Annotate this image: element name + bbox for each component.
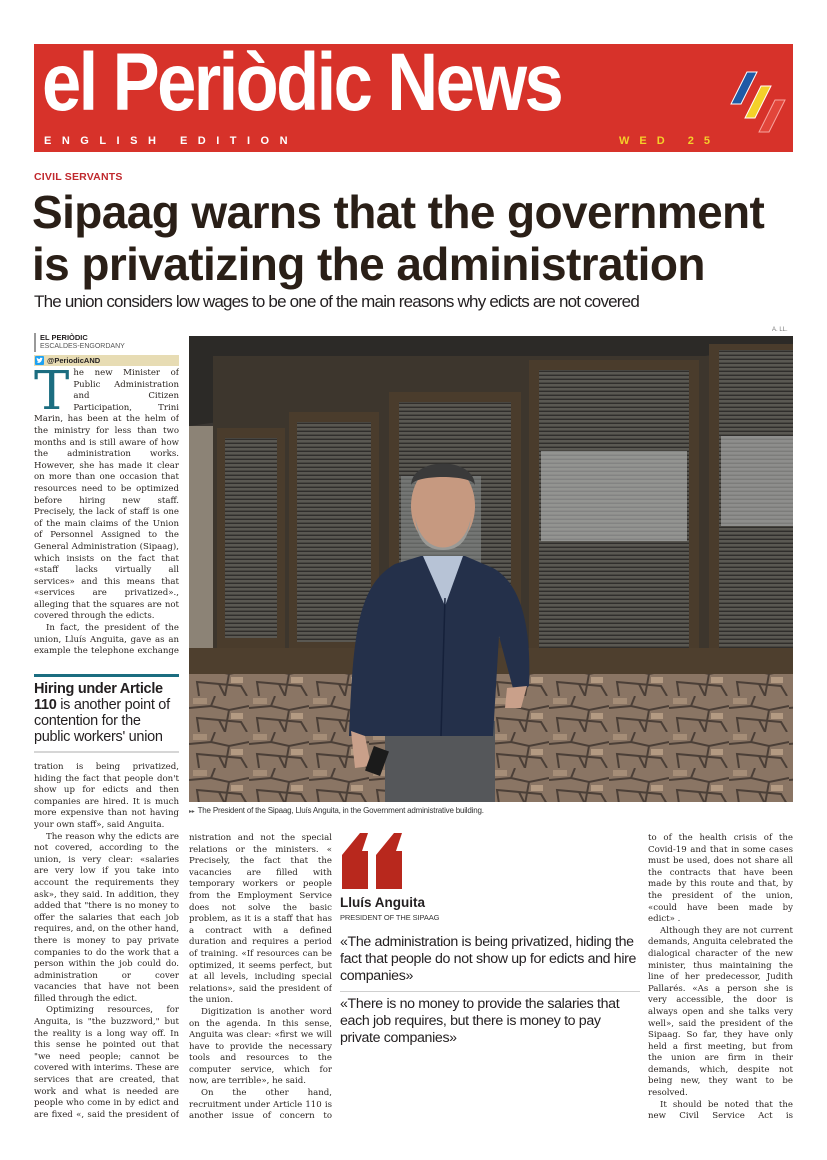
body-paragraph: nistration and not the special relations or the ministers. « Precisely, the fact that the vacancies are filled with temporary workers or people from the Employment Service does not solve the basic problem, as it is a staff that has a contract with a defined duration and requires a period of training. «If resources can be optimized, it seems perfect, but at all levels, including special relations», said the president of the union. xyxy=(189,833,332,1006)
byline-location: ESCALDES-ENGORDANY xyxy=(40,343,125,350)
body-column-4 xyxy=(648,833,793,1123)
edition-label: ENGLISH EDITION xyxy=(44,135,299,147)
quote-speaker-role: PRESIDENT OF THE SIPAAG xyxy=(340,913,440,922)
body-paragraph: Although they are not current demands, Anguita celebrated the dialogical character of the new minister, thus maintaining the line of her predecessor, Judith Pallarés. «As a person she is very accessible, the door is always open and she talks very well», said the president of the Sipaag. So far, they have only held a first meeting, but from the union are firm in their demands, which, despite not being new, they want to be resolved. xyxy=(648,925,793,1099)
body-column-1-bottom xyxy=(34,762,179,1118)
photo-illustration xyxy=(189,336,793,802)
pull-headline-text: Hiring under Article 110 is another point of contention for the public workers' union xyxy=(34,681,170,745)
quote-divider xyxy=(340,991,640,992)
body-paragraph: On the other hand, recruitment under Article 110 is another issue of concern to xyxy=(189,1088,332,1122)
quote-speaker-name: Lluís Anguita xyxy=(340,895,425,910)
headline: Sipaag warns that the government is privatizing the administration xyxy=(32,186,765,290)
body-paragraph: In fact, the president of the union, Lluís Anguita, gave as an example the telephone exchange xyxy=(34,623,179,657)
body-paragraph: Digitization is another word on the agenda. In this sense, Anguita was clear: «first we will have to provide the necessary tools and resources to the computer service, which for now, are terrible», he said. xyxy=(189,1006,332,1087)
body-paragraph: tration is being privatized, hiding the fact that people don't show up for edicts and then companies are hired. It is much more expensive than not having your own staff», said Anguita. xyxy=(34,762,179,830)
pull-rule-bottom xyxy=(34,751,179,753)
tricolor-stripes-logo-icon xyxy=(727,66,789,136)
publication-title: el Periòdic News xyxy=(42,37,562,128)
twitter-handle: @PeriodicAND xyxy=(47,356,101,365)
issue-date: WED 25 xyxy=(619,135,720,147)
byline-source: EL PERIÒDIC xyxy=(40,333,88,342)
photo-credit: A. LL. xyxy=(772,327,788,333)
quotation-mark-icon xyxy=(340,833,404,891)
caption-arrow-icon: ▸▸ xyxy=(189,809,195,815)
byline-rule xyxy=(34,333,36,352)
pull-headline xyxy=(34,674,179,753)
subheadline: The union considers low wages to be one of the main reasons why edicts are not covered xyxy=(34,292,639,311)
section-kicker: CIVIL SERVANTS xyxy=(34,171,123,183)
body-paragraph: Optimizing resources, for Anguita, is "the buzzword," but the reality is a long way off. In this sense he pointed out that "we need people; cannot be covered with interims. These are services that are created, that work and what is needed are people who come in by edict and are fixed «, said the president of xyxy=(34,1005,179,1118)
body-paragraph: It should be noted that the new Civil Service Act is xyxy=(648,1099,793,1122)
body-paragraph: The reason why the edicts are not covered, according to the union, is very clear: «salaries are very low if you take into account the requirements they ask», they said. In addition, they added that "there is no money to offer the salaries that each job requires, and, on the other hand, there is money to pay private companies to do the work that a person within the job could do. administration or cover vacancies that have not been filled through the edict. xyxy=(34,831,179,1004)
masthead xyxy=(34,37,793,152)
body-column-2 xyxy=(189,833,332,1123)
twitter-bird-icon xyxy=(35,356,44,365)
body-paragraph: to of the health crisis of the Covid-19 and that in some cases must be used, does not share all the contracts that have been made by this route and that, by the president of the union, «could have been made by edict» . xyxy=(648,833,793,925)
twitter-handle-bar[interactable] xyxy=(34,355,179,366)
quote-text: «There is no money to provide the salaries that each job requires, but there is money to pay private companies» xyxy=(340,996,620,1046)
body-paragraph: The new Minister of Public Administration and Citizen Participation, Trini Marin, has been at the helm of the ministry for less than two months and is still aware of how the administration works. However, she has made it clear on more than one occasion that resources need to be optimized before hiring new staff. Precisely, the lack of staff is one of the main claims of the Union of Personnel Assigned to the General Administration (Sipaag), which insists on the fact that «staff lacks virtually all services» and this means that «services are privatized»., alleging that the squares are not covered through the edicts. xyxy=(34,368,179,622)
photo-caption: ▸▸ The President of the Sipaag, Lluís Anguita, in the Government administrative building. xyxy=(189,806,484,815)
body-column-1-top xyxy=(34,368,179,658)
article-photo xyxy=(189,336,793,802)
pull-rule-top xyxy=(34,674,179,677)
drop-cap: T xyxy=(34,368,70,422)
quote-text: «The administration is being privatized, hiding the fact that people do not show up for edicts and hire companies» xyxy=(340,934,637,984)
